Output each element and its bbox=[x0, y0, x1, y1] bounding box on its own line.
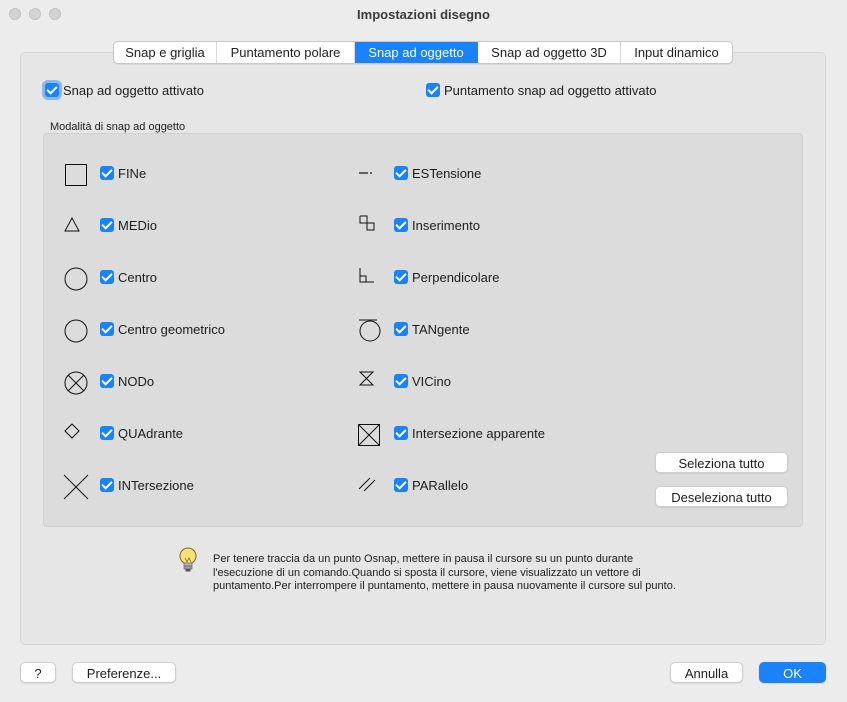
mode-tangent-checkbox[interactable] bbox=[394, 322, 408, 336]
help-button[interactable]: ? bbox=[20, 662, 56, 683]
tracking-enabled-label: Puntamento snap ad oggetto attivato bbox=[444, 82, 657, 98]
mode-extension-checkbox[interactable] bbox=[394, 166, 408, 180]
mode-insertion-label: Inserimento bbox=[412, 217, 480, 233]
extension-dash-icon bbox=[356, 160, 382, 186]
snap-enabled-option[interactable] bbox=[45, 81, 204, 99]
mode-node-label: NODo bbox=[118, 373, 155, 389]
tab-object-snap[interactable]: Snap ad oggetto bbox=[355, 42, 478, 63]
mode-quadrant-label: QUAdrante bbox=[118, 425, 184, 441]
object-snap-modes-title: Modalità di snap ad oggetto bbox=[50, 121, 186, 133]
mode-center[interactable] bbox=[100, 268, 157, 286]
mode-midpoint[interactable] bbox=[100, 216, 157, 234]
mode-node[interactable] bbox=[100, 372, 154, 390]
mode-endpoint-checkbox[interactable] bbox=[100, 166, 114, 180]
ok-button[interactable]: OK bbox=[759, 662, 826, 683]
mode-center-label: Centro bbox=[118, 269, 158, 285]
midpoint-triangle-icon bbox=[63, 214, 89, 240]
insertion-squares-icon bbox=[356, 212, 382, 238]
quadrant-diamond-icon bbox=[63, 422, 89, 448]
apparent-intersection-box-icon bbox=[356, 422, 382, 448]
select-all-button[interactable]: Seleziona tutto bbox=[655, 452, 788, 473]
mode-extension-label: ESTensione bbox=[412, 165, 482, 181]
mode-endpoint-label: FINe bbox=[118, 165, 147, 181]
mode-apparent-intersection[interactable] bbox=[394, 424, 545, 442]
mode-parallel-checkbox[interactable] bbox=[394, 478, 408, 492]
parallel-lines-icon bbox=[356, 472, 382, 498]
node-circle-x-icon bbox=[63, 370, 89, 396]
deselect-all-button[interactable]: Deseleziona tutto bbox=[655, 486, 788, 507]
tracking-tip-text: Per tenere traccia da un punto Osnap, mettere in pausa il cursore su un punto durante l'esecuzione di un comando.Quando si sposta il cursore, viene visualizzato un vettore di puntamento.Per interrompere il puntamento, mettere in pausa nuovamente il cursore sul punto. bbox=[213, 553, 676, 592]
mode-quadrant-checkbox[interactable] bbox=[100, 426, 114, 440]
mode-endpoint[interactable] bbox=[100, 164, 146, 182]
preferences-button[interactable]: Preferenze... bbox=[72, 662, 176, 683]
mode-midpoint-label: MEDio bbox=[118, 217, 158, 233]
mode-insertion-checkbox[interactable] bbox=[394, 218, 408, 232]
snap-enabled-checkbox[interactable] bbox=[45, 83, 59, 97]
mode-quadrant[interactable] bbox=[100, 424, 183, 442]
mode-insertion[interactable] bbox=[394, 216, 480, 234]
mode-geometric-center[interactable] bbox=[100, 320, 225, 338]
nearest-hourglass-icon bbox=[356, 368, 382, 394]
mode-perpendicular-checkbox[interactable] bbox=[394, 270, 408, 284]
mode-tangent-label: TANgente bbox=[412, 321, 470, 337]
mode-center-checkbox[interactable] bbox=[100, 270, 114, 284]
window-title: Impostazioni disegno bbox=[357, 7, 490, 22]
perpendicular-icon bbox=[356, 264, 382, 290]
intersection-x-icon bbox=[63, 474, 89, 500]
cancel-button[interactable]: Annulla bbox=[670, 662, 743, 683]
tab-polar-tracking[interactable]: Puntamento polare bbox=[217, 42, 355, 63]
tab-snap-grid[interactable]: Snap e griglia bbox=[114, 42, 217, 63]
tab-bar bbox=[113, 41, 733, 64]
mode-apparent-intersection-label: Intersezione apparente bbox=[412, 425, 545, 441]
mode-tangent[interactable] bbox=[394, 320, 470, 338]
mode-extension[interactable] bbox=[394, 164, 481, 182]
mode-geometric-center-checkbox[interactable] bbox=[100, 322, 114, 336]
mode-intersection-label: INTersezione bbox=[118, 477, 194, 493]
endpoint-square-icon bbox=[63, 162, 89, 188]
tab-dynamic-input[interactable]: Input dinamico bbox=[634, 45, 719, 60]
mode-parallel[interactable] bbox=[394, 476, 468, 494]
mode-parallel-label: PARallelo bbox=[412, 477, 469, 493]
mode-intersection[interactable] bbox=[100, 476, 194, 494]
snap-enabled-label: Snap ad oggetto attivato bbox=[63, 82, 204, 98]
center-circle-icon bbox=[63, 266, 89, 292]
mode-node-checkbox[interactable] bbox=[100, 374, 114, 388]
tracking-enabled-option[interactable] bbox=[426, 81, 657, 99]
mode-intersection-checkbox[interactable] bbox=[100, 478, 114, 492]
mode-nearest[interactable] bbox=[394, 372, 451, 390]
mode-geometric-center-label: Centro geometrico bbox=[118, 321, 225, 337]
mode-nearest-checkbox[interactable] bbox=[394, 374, 408, 388]
mode-midpoint-checkbox[interactable] bbox=[100, 218, 114, 232]
geometric-center-circle-icon bbox=[63, 318, 89, 344]
tracking-enabled-checkbox[interactable] bbox=[426, 83, 440, 97]
mode-nearest-label: VICino bbox=[412, 373, 452, 389]
tab-3d-object-snap[interactable]: Snap ad oggetto 3D bbox=[478, 42, 621, 63]
mode-perpendicular[interactable] bbox=[394, 268, 499, 286]
tangent-circle-icon bbox=[356, 317, 382, 343]
mode-apparent-intersection-checkbox[interactable] bbox=[394, 426, 408, 440]
mode-perpendicular-label: Perpendicolare bbox=[412, 269, 500, 285]
lightbulb-icon bbox=[177, 546, 199, 576]
title-bar bbox=[0, 0, 847, 28]
